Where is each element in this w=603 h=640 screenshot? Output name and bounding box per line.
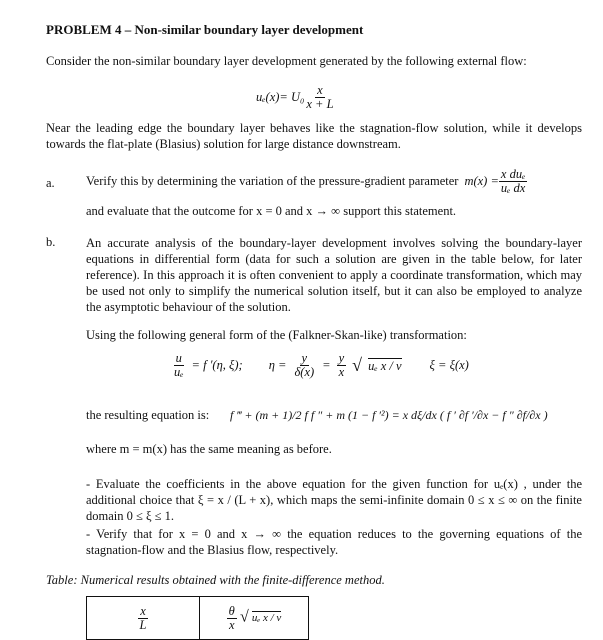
table-caption: Table: Numerical results obtained with the finite-difference method. [46,573,385,587]
external-flow-num: x [317,83,323,97]
part-a-line2: and evaluate that the outcome for x = 0 and x → ∞ support this statement. [86,204,457,218]
external-flow-equation [256,84,336,111]
eta-root: uₑ x / ν [368,358,402,373]
part-a-line1 [86,168,586,195]
results-table [86,596,309,640]
header-x: x [140,603,146,618]
xi-definition: ξ = ξ(x) [429,358,469,372]
resulting-label: the resulting equation is: [86,408,210,422]
part-a-label: a. [46,176,55,190]
header-sqrt: √ [239,607,249,625]
where-text: where m = m(x) has the same meaning as before. [86,442,332,456]
velocity-ratio [172,352,186,379]
m-definition-lhs: m(x) = [464,174,499,188]
eta-num-2: y [338,351,345,365]
header-l: L [139,617,147,632]
m-definition-num: x duₑ [500,167,526,181]
f-prime-rhs: = f ′(η, ξ); [191,358,243,372]
part-b-paragraph: An accurate analysis of the boundary-layer development involves solving the boundary-layer equations in differential form (data for such a solution are given in the table below, for later reference). In this approach it is often convenient to apply a coordinate transformation, which may be used not only to simplify the numerical solution itself, but it can also be employed to analyze the asymptotic behaviour of the solution. [86,236,582,314]
header-root: uₑ x / ν [251,611,282,624]
external-flow-lhs: uₑ(x)= U₀ [256,90,305,104]
part-b-label: b. [46,235,56,249]
eta-num-1: y [301,351,308,365]
velocity-ratio-den: uₑ [174,365,184,379]
external-flow-fraction [304,84,335,111]
problem-title: PROBLEM 4 – Non-similar boundary layer development [46,22,364,37]
eta-fraction-1 [292,352,316,379]
bullet-evaluate: - Evaluate the coefficients in the above equation for the given function for uₑ(x) , under the additional choice that ξ = x / (L + x), which maps the semi-infinite domain 0 ≤ x ≤ ∞ on the finite domain 0 ≤ ξ ≤ 1. [86,477,582,523]
header-theta [200,597,309,640]
resulting-equation: f ‴ + (m + 1)/2 f f ″ + m (1 − f ′²) = x dξ/dx ( f ′ ∂f ′/∂x − f ″ ∂f/∂x ) [230,408,548,422]
using-transformation-text: Using the following general form of the (Falkner-Skan-like) transformation: [86,328,467,342]
velocity-ratio-num: u [175,351,182,365]
m-definition-fraction [499,168,527,195]
eta-fraction-2 [337,352,347,379]
header-theta-den: x [228,617,235,632]
eta-lhs: η = [268,358,287,372]
table-header-row [87,597,309,640]
eta-den-1: δ(x) [294,365,315,379]
header-theta-num: θ [228,603,235,618]
near-paragraph: Near the leading edge the boundary layer behaves like the stagnation-flow solution, while it develops towards the flat-plate (Blasius) solution for large distance downstream. [46,121,582,151]
part-a-text: Verify this by determining the variation of the pressure-gradient parameter [86,174,459,188]
external-flow-den: x + L [306,97,334,111]
intro-text: Consider the non-similar boundary layer development generated by the following external flow: [46,54,527,68]
m-definition-den: uₑ dx [500,181,526,195]
sqrt-symbol: √ [352,355,363,375]
bullet-verify: - Verify that for x = 0 and x → ∞ the equation reduces to the governing equations of the stagnation-flow and the Blasius flow, respectively. [86,527,582,557]
eta-den-2: x [338,365,345,379]
header-x-over-l [87,597,200,640]
eta-equals: = [322,358,331,372]
transformation-equations [172,352,469,379]
